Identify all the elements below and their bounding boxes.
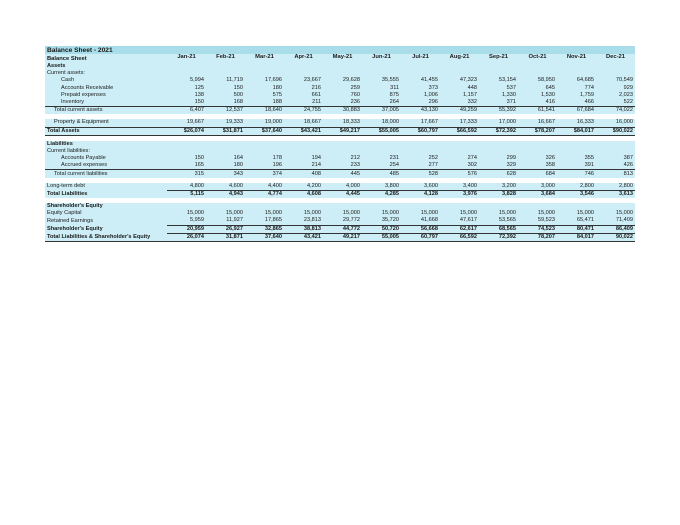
value-cell: 55,005 [362,233,401,241]
value-cell: $55,005 [362,127,401,135]
value-cell: 15,000 [596,210,635,217]
table-row [45,183,635,191]
section-row [45,63,635,70]
month-header: May-21 [323,54,362,63]
value-cell: 3,613 [596,190,635,198]
value-cell: 211 [284,99,323,107]
value-cell: 20,959 [167,225,206,233]
table-row [45,92,635,99]
value-cell: 58,950 [518,77,557,84]
value-cell: 332 [440,99,479,107]
value-cell: 311 [362,85,401,92]
value-cell: 17,667 [401,119,440,127]
subheading-row [45,70,635,77]
value-cell: 5,959 [167,217,206,225]
value-cell: 3,400 [440,183,479,191]
value-cell: 15,000 [284,210,323,217]
table-row [45,162,635,170]
value-cell: 576 [440,170,479,178]
value-cell: 178 [245,155,284,162]
value-cell: 56,668 [401,225,440,233]
value-cell: 11,719 [206,77,245,84]
value-cell: 61,541 [518,107,557,115]
value-cell: 150 [167,99,206,107]
section-heading: Liabilities [45,141,635,148]
row-label: Accounts Receivable [45,85,167,92]
value-cell: 47,323 [440,77,479,84]
value-cell: 6,407 [167,107,206,115]
value-cell: 416 [518,99,557,107]
value-cell: 5,994 [167,77,206,84]
section-heading: Shareholder's Equity [45,203,635,210]
value-cell: 214 [284,162,323,170]
value-cell: 528 [401,170,440,178]
row-label: Cash [45,77,167,84]
value-cell: 315 [167,170,206,178]
value-cell: 15,000 [518,210,557,217]
value-cell: 16,333 [557,119,596,127]
value-cell: 16,000 [596,119,635,127]
value-cell: 371 [479,99,518,107]
value-cell: 17,865 [245,217,284,225]
subheading: Current liabilities: [45,148,635,155]
value-cell: 31,871 [206,233,245,241]
value-cell: 194 [284,155,323,162]
value-cell: 15,000 [323,210,362,217]
row-label: Accrued expenses [45,162,167,170]
table-row [45,233,635,241]
value-cell: $66,592 [440,127,479,135]
value-cell: 746 [557,170,596,178]
value-cell: 302 [440,162,479,170]
value-cell: 41,455 [401,77,440,84]
value-cell: 5,115 [167,190,206,198]
value-cell: 24,755 [284,107,323,115]
row-label: Shareholder's Equity [45,225,167,233]
value-cell: 4,943 [206,190,245,198]
row-label: Total Liabilities [45,190,167,198]
value-cell: 49,217 [323,233,362,241]
header-row [45,54,635,63]
value-cell: 80,471 [557,225,596,233]
row-label: Retained Earnings [45,217,167,225]
row-label: Inventory [45,99,167,107]
value-cell: 71,409 [596,217,635,225]
value-cell: 18,000 [362,119,401,127]
value-cell: 68,565 [479,225,518,233]
balance-sheet [45,46,635,242]
value-cell: 231 [362,155,401,162]
value-cell: 72,392 [479,233,518,241]
value-cell: 15,000 [362,210,401,217]
value-cell: 37,640 [245,233,284,241]
value-cell: 180 [206,162,245,170]
row-label: Property & Equipment [45,119,167,127]
value-cell: 233 [323,162,362,170]
value-cell: 30,883 [323,107,362,115]
value-cell: 35,555 [362,77,401,84]
month-header: Apr-21 [284,54,323,63]
value-cell: 15,000 [557,210,596,217]
value-cell: 150 [206,85,245,92]
value-cell: 60,797 [401,233,440,241]
value-cell: 259 [323,85,362,92]
value-cell: $43,421 [284,127,323,135]
value-cell: 64,685 [557,77,596,84]
row-label: Prepaid expenses [45,92,167,99]
value-cell: 26,074 [167,233,206,241]
value-cell: 466 [557,99,596,107]
value-cell: 180 [245,85,284,92]
value-cell: 15,000 [479,210,518,217]
value-cell: 19,000 [245,119,284,127]
value-cell: 17,696 [245,77,284,84]
row-label: Total Liabilities & Shareholder's Equity [45,233,167,241]
value-cell: 684 [518,170,557,178]
value-cell: 2,800 [596,183,635,191]
value-cell: 29,772 [323,217,362,225]
table-row [45,77,635,84]
value-cell: 355 [557,155,596,162]
value-cell: 67,684 [557,107,596,115]
value-cell: 49,259 [440,107,479,115]
value-cell: 19,667 [167,119,206,127]
value-cell: 274 [440,155,479,162]
value-cell: 74,523 [518,225,557,233]
value-cell: 212 [323,155,362,162]
value-cell: 38,813 [284,225,323,233]
value-cell: 4,200 [284,183,323,191]
value-cell: 196 [245,162,284,170]
table-row [45,127,635,135]
value-cell: 90,022 [596,233,635,241]
value-cell: $37,640 [245,127,284,135]
table-row [45,155,635,162]
value-cell: 53,565 [479,217,518,225]
value-cell: 391 [557,162,596,170]
row-label: Long-term debt [45,183,167,191]
value-cell: 18,333 [323,119,362,127]
value-cell: 485 [362,170,401,178]
value-cell: 1,006 [401,92,440,99]
value-cell: 875 [362,92,401,99]
value-cell: 26,927 [206,225,245,233]
value-cell: 1,759 [557,92,596,99]
month-header: Sep-21 [479,54,518,63]
value-cell: 43,130 [401,107,440,115]
value-cell: 358 [518,162,557,170]
value-cell: 164 [206,155,245,162]
value-cell: $84,017 [557,127,596,135]
value-cell: 188 [245,99,284,107]
month-header: Jun-21 [362,54,401,63]
value-cell: 29,628 [323,77,362,84]
value-cell: 2,800 [557,183,596,191]
value-cell: 408 [284,170,323,178]
value-cell: 15,000 [245,210,284,217]
row-label: Total current assets [45,107,167,115]
value-cell: 32,865 [245,225,284,233]
value-cell: 19,333 [206,119,245,127]
value-cell: 326 [518,155,557,162]
value-cell: 374 [245,170,284,178]
table-row [45,170,635,178]
value-cell: 47,617 [440,217,479,225]
value-cell: 165 [167,162,206,170]
value-cell: 4,774 [245,190,284,198]
value-cell: 12,537 [206,107,245,115]
value-cell: 17,333 [440,119,479,127]
value-cell: 4,608 [284,190,323,198]
value-cell: 254 [362,162,401,170]
value-cell: 522 [596,99,635,107]
value-cell: 4,445 [323,190,362,198]
value-cell: 1,157 [440,92,479,99]
value-cell: 18,667 [284,119,323,127]
table-row [45,225,635,233]
value-cell: 50,720 [362,225,401,233]
value-cell: 445 [323,170,362,178]
table-body [45,46,635,241]
month-header: Dec-21 [596,54,635,63]
value-cell: 84,017 [557,233,596,241]
value-cell: $26,074 [167,127,206,135]
value-cell: 500 [206,92,245,99]
value-cell: 277 [401,162,440,170]
value-cell: 2,023 [596,92,635,99]
value-cell: 18,640 [245,107,284,115]
value-cell: 43,421 [284,233,323,241]
value-cell: $90,022 [596,127,635,135]
value-cell: 150 [167,155,206,162]
value-cell: 37,005 [362,107,401,115]
value-cell: 4,400 [245,183,284,191]
value-cell: 15,000 [440,210,479,217]
section-row [45,203,635,210]
row-label: Total Assets [45,127,167,135]
table-row [45,119,635,127]
value-cell: 645 [518,85,557,92]
value-cell: 168 [206,99,245,107]
value-cell: 78,207 [518,233,557,241]
header-label: Balance Sheet [45,54,167,63]
table-row [45,107,635,115]
value-cell: 44,772 [323,225,362,233]
value-cell: 760 [323,92,362,99]
value-cell: 929 [596,85,635,92]
month-header: Feb-21 [206,54,245,63]
month-header: Jan-21 [167,54,206,63]
value-cell: 86,409 [596,225,635,233]
subheading-row [45,148,635,155]
table-row [45,210,635,217]
value-cell: 296 [401,99,440,107]
value-cell: 3,684 [518,190,557,198]
month-header: Jul-21 [401,54,440,63]
value-cell: 53,154 [479,77,518,84]
value-cell: 23,667 [284,77,323,84]
value-cell: 59,523 [518,217,557,225]
value-cell: 23,813 [284,217,323,225]
table-row [45,217,635,225]
value-cell: 4,600 [206,183,245,191]
value-cell: 329 [479,162,518,170]
value-cell: 66,592 [440,233,479,241]
table-row [45,85,635,92]
subheading: Current assets: [45,70,635,77]
value-cell: 774 [557,85,596,92]
value-cell: 426 [596,162,635,170]
section-row [45,141,635,148]
value-cell: 813 [596,170,635,178]
month-header: Aug-21 [440,54,479,63]
section-heading: Assets [45,63,635,70]
value-cell: 41,668 [401,217,440,225]
value-cell: 1,330 [479,92,518,99]
value-cell: 4,285 [362,190,401,198]
value-cell: 4,800 [167,183,206,191]
value-cell: $60,797 [401,127,440,135]
value-cell: 3,828 [479,190,518,198]
value-cell: $78,207 [518,127,557,135]
value-cell: 4,128 [401,190,440,198]
value-cell: 373 [401,85,440,92]
value-cell: 299 [479,155,518,162]
value-cell: 537 [479,85,518,92]
value-cell: 3,200 [479,183,518,191]
month-header: Oct-21 [518,54,557,63]
value-cell: 387 [596,155,635,162]
value-cell: 252 [401,155,440,162]
value-cell: 628 [479,170,518,178]
value-cell: 70,549 [596,77,635,84]
month-header: Mar-21 [245,54,284,63]
value-cell: 55,392 [479,107,518,115]
row-label: Equity Capital [45,210,167,217]
value-cell: 661 [284,92,323,99]
value-cell: $72,392 [479,127,518,135]
value-cell: 15,000 [167,210,206,217]
value-cell: $49,217 [323,127,362,135]
balance-sheet-table [45,46,635,242]
value-cell: 4,000 [323,183,362,191]
value-cell: 216 [284,85,323,92]
month-header: Nov-21 [557,54,596,63]
table-row [45,190,635,198]
value-cell: 3,546 [557,190,596,198]
value-cell: 3,000 [518,183,557,191]
title-row [45,46,635,54]
value-cell: 35,720 [362,217,401,225]
value-cell: 1,530 [518,92,557,99]
value-cell: 3,600 [401,183,440,191]
value-cell: 11,927 [206,217,245,225]
row-label: Accounts Payable [45,155,167,162]
value-cell: 3,800 [362,183,401,191]
table-row [45,99,635,107]
value-cell: 65,471 [557,217,596,225]
sheet-title: Balance Sheet - 2021 [45,46,635,54]
value-cell: 15,000 [401,210,440,217]
value-cell: 125 [167,85,206,92]
value-cell: 343 [206,170,245,178]
value-cell: $31,871 [206,127,245,135]
value-cell: 575 [245,92,284,99]
value-cell: 16,667 [518,119,557,127]
row-label: Total current liabilities [45,170,167,178]
value-cell: 17,000 [479,119,518,127]
value-cell: 62,617 [440,225,479,233]
value-cell: 138 [167,92,206,99]
value-cell: 448 [440,85,479,92]
value-cell: 15,000 [206,210,245,217]
value-cell: 264 [362,99,401,107]
value-cell: 3,976 [440,190,479,198]
value-cell: 236 [323,99,362,107]
value-cell: 74,022 [596,107,635,115]
